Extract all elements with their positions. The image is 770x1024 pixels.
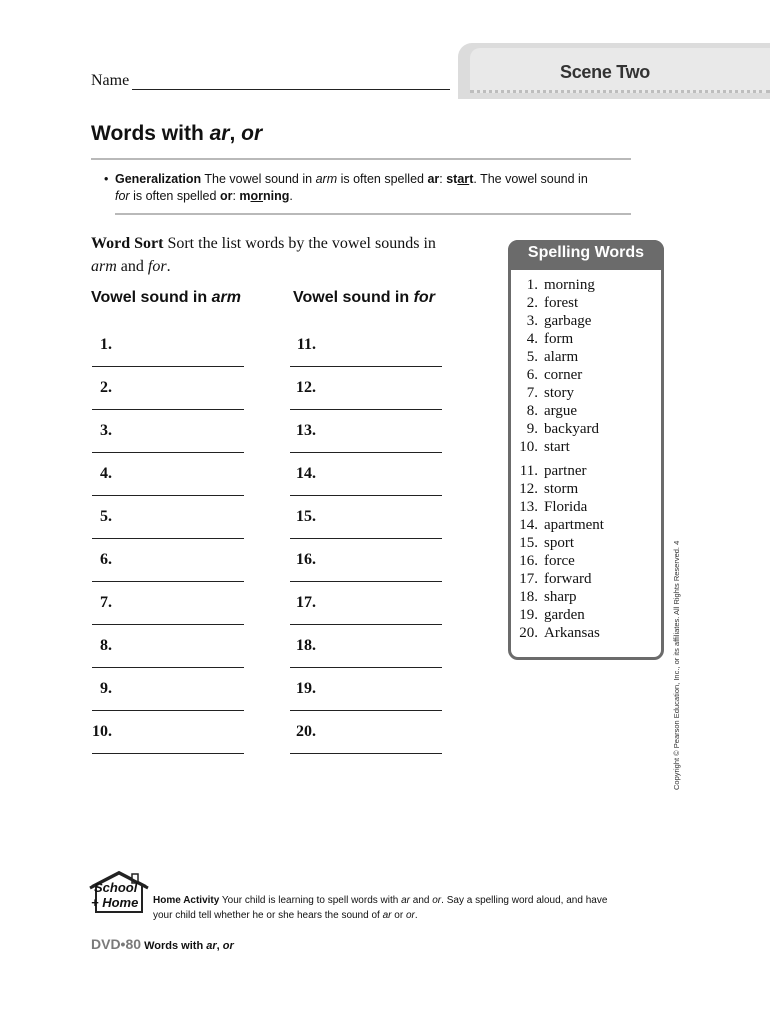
spelling-word: Florida (544, 499, 588, 515)
school-home-logo (88, 868, 150, 916)
name-label: Name (91, 72, 130, 89)
answer-blank[interactable] (92, 710, 244, 711)
spelling-word-number: 10. (519, 439, 538, 455)
home-activity-text: Home Activity Your child is learning to spell words with ar and or. Say a spelling word aloud, and have your child tell whether he or she hears the sound of ar or or. (153, 895, 608, 921)
spelling-word-item (508, 384, 599, 402)
answer-blank[interactable] (92, 581, 244, 582)
answer-number: 16. (296, 551, 316, 568)
spelling-word-number: 15. (519, 535, 538, 551)
spelling-word-number: 11. (519, 463, 538, 479)
spelling-word-number: 3. (526, 313, 538, 329)
answer-number: 17. (296, 594, 316, 611)
answer-number: 10. (92, 723, 112, 740)
answer-number: 15. (296, 508, 316, 525)
spelling-word-number: 19. (519, 607, 538, 623)
answer-number: 5. (100, 508, 112, 525)
logo-text-home: + Home (91, 895, 139, 910)
answer-number: 2. (100, 379, 112, 396)
answer-number: 1. (100, 336, 112, 353)
answer-row (284, 465, 442, 485)
spelling-word-number: 18. (519, 589, 538, 605)
spelling-word: form (544, 331, 574, 347)
spelling-word-item (508, 366, 599, 384)
spelling-word-item (508, 348, 599, 366)
title-divider (91, 158, 631, 160)
answer-blank[interactable] (290, 710, 442, 711)
spelling-words-group-2 (508, 462, 604, 642)
spelling-word-item (508, 624, 604, 642)
page-title: Words with ar, or (91, 122, 263, 145)
spelling-word-item (508, 402, 599, 420)
spelling-word: start (544, 439, 570, 455)
answer-blank[interactable] (92, 409, 244, 410)
spelling-word-item (508, 588, 604, 606)
spelling-word-item (508, 312, 599, 330)
copyright-notice: Copyright © Pearson Education, Inc., or its affiliates. All Rights Reserved. 4 (672, 540, 681, 790)
answer-row (86, 379, 244, 399)
answer-row (284, 637, 442, 657)
spelling-word-number: 12. (519, 481, 538, 497)
spelling-word-number: 20. (519, 625, 538, 641)
spelling-word: garden (544, 607, 585, 623)
answer-number: 7. (100, 594, 112, 611)
answer-blank[interactable] (290, 538, 442, 539)
spelling-word-item (508, 294, 599, 312)
answer-row (86, 422, 244, 442)
answer-row (86, 723, 244, 743)
spelling-word-number: 1. (526, 277, 538, 293)
answer-row (86, 637, 244, 657)
answer-blank[interactable] (290, 581, 442, 582)
column-header-for: Vowel sound in for (293, 289, 435, 306)
generalization-text: • Generalization The vowel sound in arm is often spelled ar: start. The vowel sound in for is often spelled or: morning. (104, 172, 588, 203)
answer-number: 13. (296, 422, 316, 439)
answer-blank[interactable] (92, 495, 244, 496)
spelling-word-item (508, 276, 599, 294)
answer-row (86, 465, 244, 485)
spelling-word: forest (544, 295, 579, 311)
spelling-word-number: 5. (526, 349, 538, 365)
answer-blank[interactable] (290, 409, 442, 410)
spelling-word: sharp (544, 589, 577, 605)
spelling-words-group-1 (508, 276, 599, 456)
answer-blank[interactable] (92, 366, 244, 367)
answer-number: 8. (100, 637, 112, 654)
page-footer: DVD•80 Words with ar, or (91, 936, 234, 952)
spelling-word: morning (544, 277, 595, 293)
answer-blank[interactable] (92, 452, 244, 453)
spelling-word: force (544, 553, 575, 569)
spelling-word: story (544, 385, 574, 401)
spelling-word-number: 9. (526, 421, 538, 437)
spelling-word-item (508, 534, 604, 552)
spelling-word: Arkansas (544, 625, 600, 641)
answer-row (284, 422, 442, 442)
spelling-word-number: 8. (526, 403, 538, 419)
answer-number: 9. (100, 680, 112, 697)
answer-row (284, 379, 442, 399)
spelling-word-item (508, 438, 599, 456)
answer-number: 18. (296, 637, 316, 654)
answer-blank[interactable] (290, 667, 442, 668)
answer-number: 12. (296, 379, 316, 396)
answer-row (86, 336, 244, 356)
spelling-word: storm (544, 481, 579, 497)
answer-blank[interactable] (290, 452, 442, 453)
answer-row (284, 680, 442, 700)
answer-row (284, 336, 442, 356)
logo-text-school: School (94, 880, 138, 895)
answer-blank[interactable] (92, 538, 244, 539)
spelling-word-item (508, 570, 604, 588)
spelling-word: partner (544, 463, 587, 479)
answer-number: 3. (100, 422, 112, 439)
spelling-word-item (508, 462, 604, 480)
answer-blank[interactable] (92, 667, 244, 668)
answer-row (284, 551, 442, 571)
scene-label: Scene Two (560, 62, 650, 82)
answer-blank[interactable] (290, 624, 442, 625)
spelling-word: garbage (544, 313, 592, 329)
answer-number: 6. (100, 551, 112, 568)
generalization-divider (115, 213, 631, 215)
spelling-word-item (508, 480, 604, 498)
spelling-word-number: 16. (519, 553, 538, 569)
spelling-word-item (508, 498, 604, 516)
answer-number: 14. (296, 465, 316, 482)
spelling-word: argue (544, 403, 578, 419)
answer-number: 4. (100, 465, 112, 482)
answer-number: 19. (296, 680, 316, 697)
answer-row (86, 551, 244, 571)
spelling-word-item (508, 420, 599, 438)
answer-blank[interactable] (290, 495, 442, 496)
spelling-word: sport (544, 535, 574, 551)
answer-blank[interactable] (290, 753, 442, 754)
answer-row (284, 508, 442, 528)
spelling-word: forward (544, 571, 592, 587)
answer-blank[interactable] (92, 624, 244, 625)
spelling-word-number: 14. (519, 517, 538, 533)
spelling-word: backyard (544, 421, 599, 437)
spelling-word-number: 17. (519, 571, 538, 587)
answer-row (86, 594, 244, 614)
spelling-word-number: 13. (519, 499, 538, 515)
answer-blank[interactable] (92, 753, 244, 754)
spelling-word: corner (544, 367, 583, 383)
answer-row (86, 508, 244, 528)
answer-row (284, 594, 442, 614)
answer-blank[interactable] (290, 366, 442, 367)
spelling-word-item (508, 516, 604, 534)
spelling-word-number: 2. (526, 295, 538, 311)
answer-row (284, 723, 442, 743)
answer-number: 11. (296, 336, 316, 353)
answer-row (86, 680, 244, 700)
spelling-word-item (508, 606, 604, 624)
page-number: DVD•80 (91, 936, 142, 952)
answer-number: 20. (296, 723, 316, 740)
name-field-line[interactable] (132, 89, 450, 90)
spelling-word-item (508, 330, 599, 348)
spelling-word: apartment (544, 517, 604, 533)
spelling-word-number: 4. (526, 331, 538, 347)
spelling-words-title: Spelling Words (527, 244, 645, 261)
spelling-word-item (508, 552, 604, 570)
spelling-word-number: 6. (526, 367, 538, 383)
column-header-arm: Vowel sound in arm (91, 289, 241, 306)
spelling-word-number: 7. (526, 385, 538, 401)
word-sort-instructions: Word Sort Sort the list words by the vowel sounds in arm and for. (91, 235, 436, 275)
spelling-word: alarm (544, 349, 579, 365)
